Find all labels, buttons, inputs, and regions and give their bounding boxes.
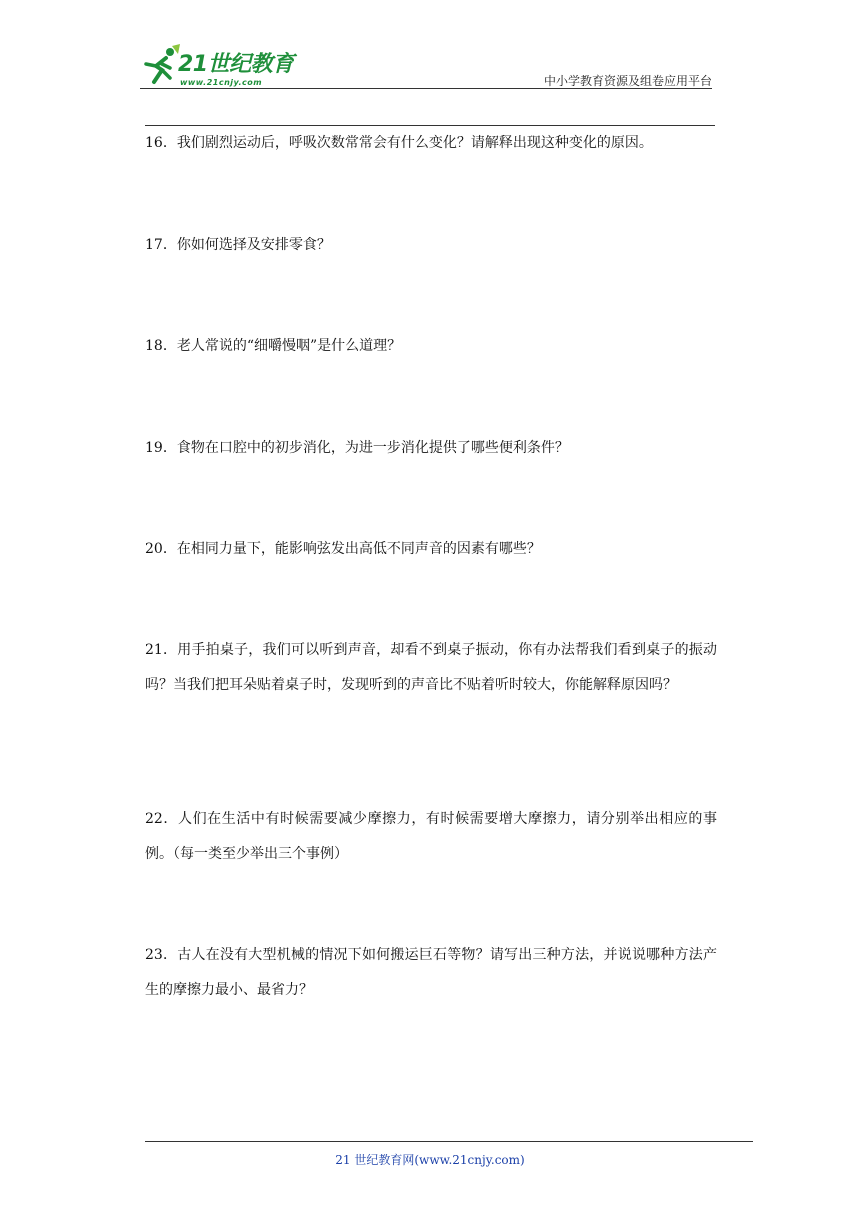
question-19 <box>145 431 717 466</box>
logo <box>140 44 320 92</box>
question-22 <box>145 802 717 872</box>
question-16 <box>145 126 717 161</box>
logo-url: www.21cnjy.com <box>180 78 263 87</box>
page-footer: 21 世纪教育网(www.21cnjy.com) <box>335 1153 525 1167</box>
question-text: 用手拍桌子，我们可以听到声音，却看不到桌子振动，你有办法帮我们看到桌子的振动吗？当我们把耳朵贴着桌子时，发现听到的声音比不贴着听时较大，你能解释原因吗？ <box>145 642 717 693</box>
question-number: 21． <box>145 642 178 658</box>
question-17 <box>145 228 717 263</box>
question-21 <box>145 633 717 703</box>
question-text: 在相同力量下，能影响弦发出高低不同声音的因素有哪些？ <box>176 541 541 557</box>
question-18 <box>145 329 717 364</box>
question-text: 食物在口腔中的初步消化，为进一步消化提供了哪些便利条件？ <box>176 440 569 456</box>
question-number: 23． <box>145 947 178 963</box>
runner-icon <box>140 44 180 88</box>
question-number: 17． <box>145 237 177 253</box>
question-number: 16． <box>145 135 177 151</box>
question-text: 古人在没有大型机械的情况下如何搬运巨石等物？请写出三种方法，并说说哪种方法产生的摩擦力最小、最省力？ <box>145 947 717 998</box>
page-header <box>140 40 712 92</box>
question-text: 我们剧烈运动后，呼吸次数常常会有什么变化？请解释出现这种变化的原因。 <box>176 135 653 151</box>
question-number: 20． <box>145 541 177 557</box>
question-text: 你如何选择及安排零食？ <box>176 237 331 253</box>
footer-divider <box>145 1141 753 1142</box>
header-tagline: 中小学教育资源及组卷应用平台 <box>543 74 712 88</box>
question-23 <box>145 938 717 1008</box>
question-text: 老人常说的“细嚼慢咽”是什么道理？ <box>176 338 402 354</box>
question-number: 18． <box>145 338 177 354</box>
question-number: 19． <box>145 440 177 456</box>
question-number: 22． <box>145 811 178 827</box>
question-20 <box>145 532 717 567</box>
header-divider <box>140 88 712 89</box>
logo-text: 21世纪教育 <box>178 52 294 77</box>
question-text: 人们在生活中有时候需要减少摩擦力，有时候需要增大摩擦力，请分别举出相应的事例。（每一类至少举出三个事例） <box>145 811 717 862</box>
